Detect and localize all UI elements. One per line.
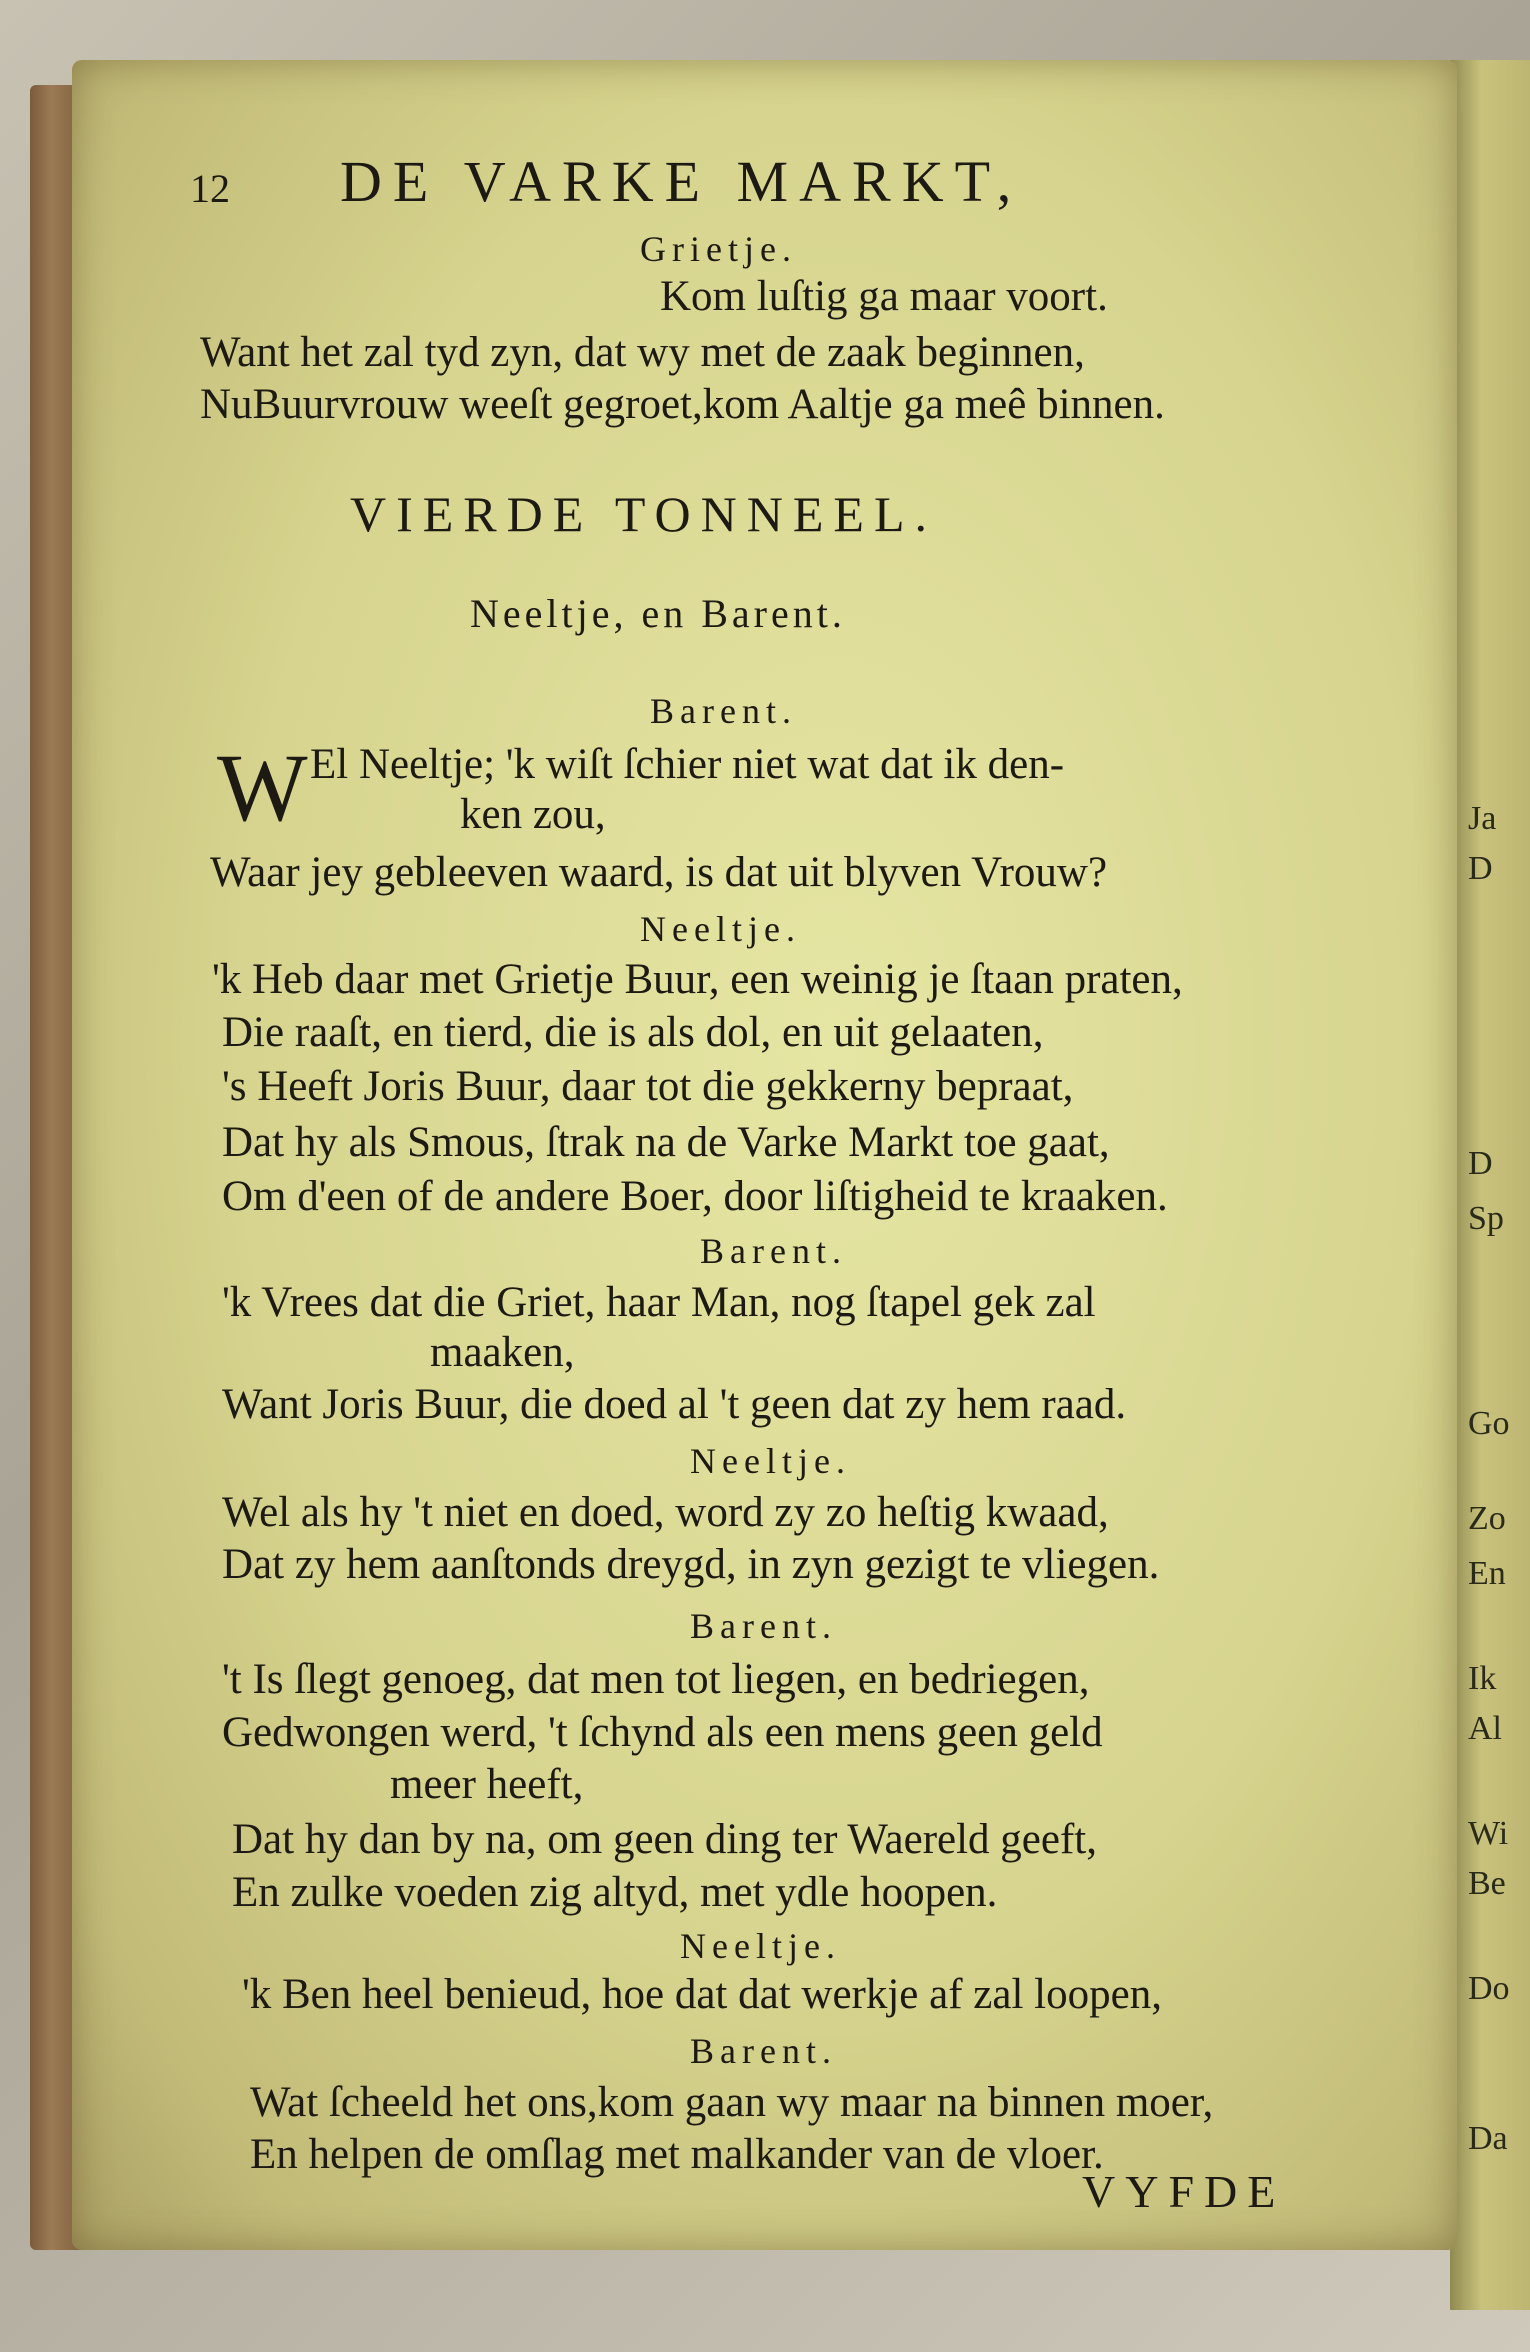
verse-line: Dat zy hem aanſtonds dreygd, in zyn gezigt te vliegen. bbox=[222, 1541, 1160, 1588]
scene-persons: Neeltje, en Barent. bbox=[470, 591, 846, 636]
verse-line: Want het zal tyd zyn, dat wy met de zaak beginnen, bbox=[200, 329, 1085, 376]
drop-capital: W bbox=[217, 734, 308, 841]
page-number: 12 bbox=[190, 166, 230, 211]
verse-line: NuBuurvrouw weeſt gegroet,kom Aaltje ga meê binnen. bbox=[200, 381, 1165, 428]
facing-page-fragment: D bbox=[1468, 1145, 1493, 1182]
verse-line: Waar jey gebleeven waard, is dat uit blyven Vrouw? bbox=[210, 849, 1108, 896]
speaker-name: Neeltje. bbox=[690, 1441, 851, 1481]
facing-page-fragment: Go bbox=[1468, 1405, 1510, 1442]
verse-line: 's Heeft Joris Buur, daar tot die gekkerny bepraat, bbox=[222, 1063, 1074, 1110]
verse-line: 'k Vrees dat die Griet, haar Man, nog ſtapel gek zal bbox=[222, 1279, 1096, 1326]
verse-line: Dat hy dan by na, om geen ding ter Waereld geeft, bbox=[232, 1816, 1097, 1863]
facing-page-fragment: Ik bbox=[1468, 1660, 1497, 1697]
facing-page-fragment: Ja bbox=[1468, 800, 1497, 837]
facing-page-fragment: Do bbox=[1468, 1970, 1510, 2007]
verse-line: 'k Heb daar met Grietje Buur, een weinig je ſtaan praten, bbox=[212, 956, 1183, 1003]
facing-page bbox=[1450, 60, 1530, 2310]
facing-page-fragment: Wi bbox=[1468, 1815, 1509, 1852]
speaker-name: Barent. bbox=[690, 2031, 837, 2071]
verse-line: Dat hy als Smous, ſtrak na de Varke Markt toe gaat, bbox=[222, 1119, 1110, 1166]
verse-line: 't Is ſlegt genoeg, dat men tot liegen, en bedriegen, bbox=[222, 1656, 1090, 1703]
verse-line: En helpen de omſlag met malkander van de vloer. bbox=[250, 2131, 1104, 2178]
speaker-name: Grietje. bbox=[640, 229, 797, 269]
facing-page-fragment: Be bbox=[1468, 1865, 1506, 1902]
verse-line: Wel als hy 't niet en doed, word zy zo heſtig kwaad, bbox=[222, 1489, 1109, 1536]
verse-line: Om d'een of de andere Boer, door liſtigheid te kraaken. bbox=[222, 1173, 1168, 1220]
verse-line: El Neeltje; 'k wiſt ſchier niet wat dat ik den- bbox=[310, 741, 1065, 788]
verse-line: meer heeft, bbox=[390, 1761, 584, 1808]
catchword: VYFDE bbox=[1082, 2166, 1286, 2217]
facing-page-fragment: Da bbox=[1468, 2120, 1508, 2157]
verse-line: Wat ſcheeld het ons,kom gaan wy maar na binnen moer, bbox=[250, 2079, 1214, 2126]
speaker-name: Neeltje. bbox=[640, 909, 801, 949]
verse-line: En zulke voeden zig altyd, met ydle hoopen. bbox=[232, 1869, 998, 1916]
verse-line: Die raaſt, en tierd, die is als dol, en uit gelaaten, bbox=[222, 1009, 1044, 1056]
verse-line: maaken, bbox=[430, 1329, 575, 1376]
book-page bbox=[72, 60, 1457, 2250]
facing-page-fragment: Zo bbox=[1468, 1500, 1506, 1537]
speaker-name: Barent. bbox=[690, 1606, 837, 1646]
verse-line: 'k Ben heel benieud, hoe dat dat werkje af zal loopen, bbox=[242, 1971, 1162, 2018]
speaker-name: Barent. bbox=[650, 691, 797, 731]
facing-page-fragment: Sp bbox=[1468, 1200, 1504, 1237]
facing-page-fragment: Al bbox=[1468, 1710, 1502, 1747]
speaker-name: Barent. bbox=[700, 1231, 847, 1271]
verse-line: Gedwongen werd, 't ſchynd als een mens geen geld bbox=[222, 1709, 1103, 1756]
facing-page-fragment: D bbox=[1468, 850, 1493, 887]
running-head: DE VARKE MARKT, bbox=[340, 149, 1023, 214]
scene-heading: VIERDE TONNEEL. bbox=[350, 486, 937, 542]
speaker-name: Neeltje. bbox=[680, 1926, 841, 1966]
verse-line: Want Joris Buur, die doed al 't geen dat zy hem raad. bbox=[222, 1381, 1127, 1428]
verse-line: ken zou, bbox=[460, 791, 606, 838]
facing-page-fragment: En bbox=[1468, 1555, 1506, 1592]
verse-line: Kom luſtig ga maar voort. bbox=[660, 273, 1108, 320]
